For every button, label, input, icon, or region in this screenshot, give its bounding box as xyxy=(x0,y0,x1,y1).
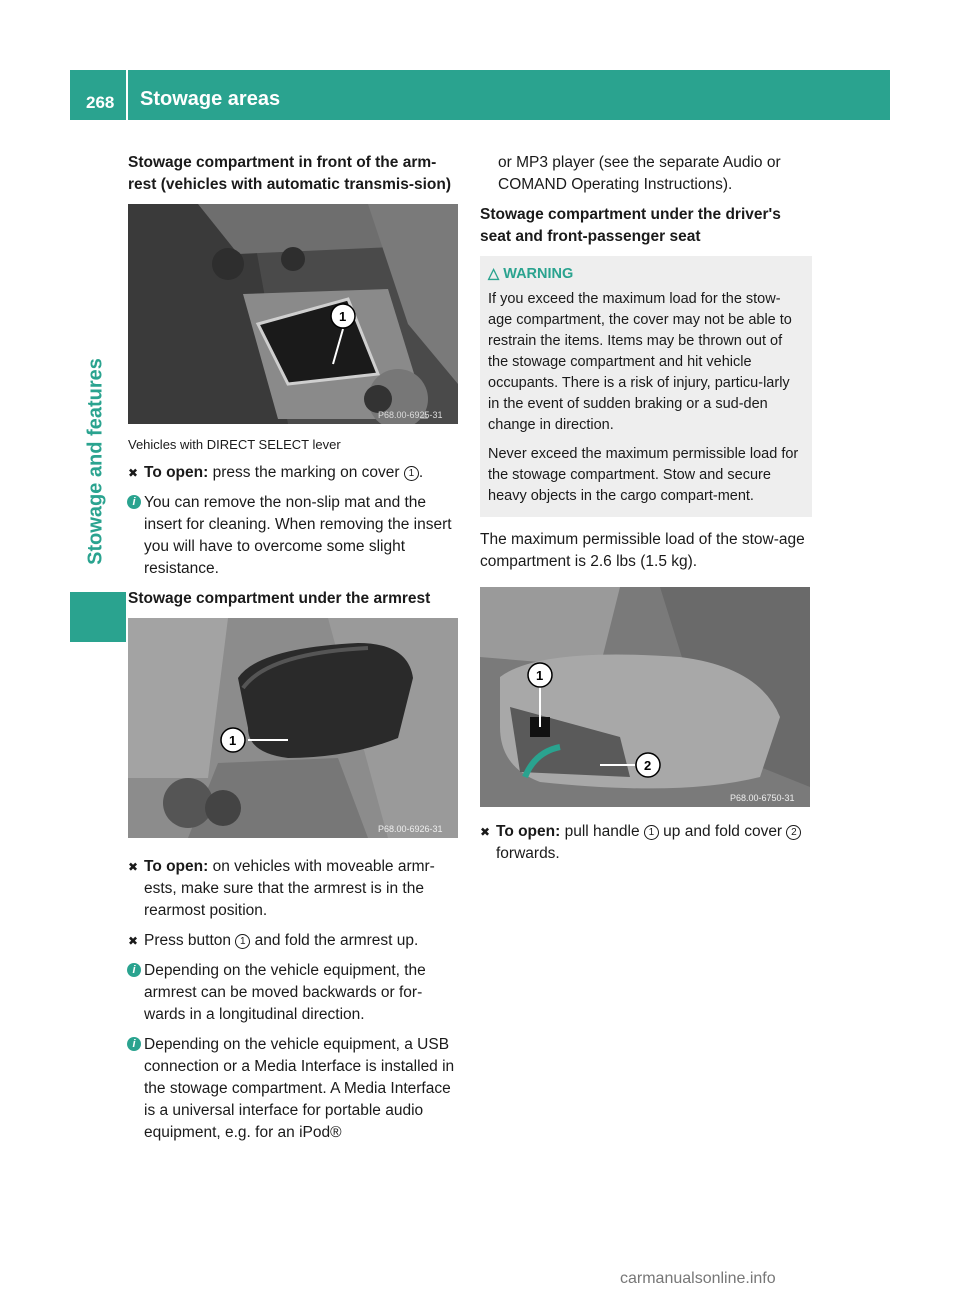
step-instruction xyxy=(128,462,460,484)
watermark: carmanualsonline.info xyxy=(620,1270,776,1287)
step-text: on vehicles with moveable armr-ests, make sure that the armrest is in the rearmost position. xyxy=(144,858,435,919)
page-title: Stowage areas xyxy=(140,88,281,110)
step-text: press the marking on cover xyxy=(208,464,404,481)
svg-text:1: 1 xyxy=(339,309,347,324)
step-arrow-icon: ✖ xyxy=(480,825,491,839)
info-note xyxy=(128,1034,460,1144)
info-note xyxy=(128,960,460,1026)
left-column xyxy=(128,152,460,1152)
step-arrow-icon: ✖ xyxy=(128,860,139,874)
warning-triangle-icon: △ xyxy=(488,266,500,282)
step-arrow-icon: ✖ xyxy=(128,466,139,480)
info-text: You can remove the non-slip mat and the insert for cleaning. When removing the insert you will have to overcome some slight resistance. xyxy=(144,494,452,577)
side-tab-label: Stowage and features xyxy=(84,358,107,565)
photo-caption: Vehicles with DIRECT SELECT lever xyxy=(128,437,341,452)
step-text: pull handle xyxy=(560,823,644,840)
callout-1-icon: 1 xyxy=(235,934,250,949)
step-label: To open: xyxy=(496,823,561,840)
photo-seat-compartment-art xyxy=(480,587,810,807)
info-icon: i xyxy=(127,495,141,509)
photo-armrest-compartment xyxy=(128,204,458,424)
svg-text:2: 2 xyxy=(644,758,652,773)
page-number-box xyxy=(70,70,126,120)
section-title: Stowage compartment under the driver's seat and front-passenger seat xyxy=(480,206,781,245)
callout-2-icon: 2 xyxy=(786,825,801,840)
step-text: forwards. xyxy=(496,845,560,862)
warning-text: If you exceed the maximum load for the stow-age compartment, the cover may not be able to restrain the items. Items may be thrown out of the stowage compartment and hit vehicle occupants. There is a risk of injury, particu-larly in the event of sudden braking or a sud-den change in direction. xyxy=(488,291,792,433)
photo-code: P68.00-6926-31 xyxy=(378,824,443,834)
warning-text: Never exceed the maximum permissible load for the stowage compartment. Stow and secure heavy objects in the cargo compart-ment. xyxy=(488,446,799,504)
step-instruction xyxy=(128,856,460,922)
header-bar xyxy=(128,70,890,120)
info-icon: i xyxy=(127,963,141,977)
section-title: Stowage compartment in front of the arm-rest (vehicles with automatic transmis-sion) xyxy=(128,154,452,193)
warning-label: WARNING xyxy=(503,266,574,282)
photo-code: P68.00-6925-31 xyxy=(378,410,443,420)
right-column xyxy=(480,152,812,873)
page-number: 268 xyxy=(86,93,115,112)
warning-box xyxy=(480,256,812,517)
step-text: up and fold cover xyxy=(658,823,787,840)
svg-text:1: 1 xyxy=(229,733,237,748)
photo-seat-compartment xyxy=(480,587,810,807)
svg-text:1: 1 xyxy=(536,668,544,683)
max-load-text: The maximum permissible load of the stow-age compartment is 2.6 lbs (1.5 kg). xyxy=(480,531,805,570)
photo-armrest-compartment-art xyxy=(128,204,458,424)
step-arrow-icon: ✖ xyxy=(128,934,139,948)
photo-code: P68.00-6750-31 xyxy=(730,793,795,803)
callout-1-icon: 1 xyxy=(644,825,659,840)
step-instruction xyxy=(480,821,812,865)
step-text: and fold the armrest up. xyxy=(250,932,419,949)
section-title: Stowage compartment under the armrest xyxy=(128,590,431,607)
warning-header xyxy=(488,264,804,285)
step-instruction xyxy=(128,930,460,952)
photo-armrest-art xyxy=(128,618,458,838)
step-label: To open: xyxy=(144,858,209,875)
info-text: Depending on the vehicle equipment, the armrest can be moved backwards or for-wards in a longitudinal direction. xyxy=(144,962,426,1023)
info-text: Depending on the vehicle equipment, a USB connection or a Media Interface is installed in the stowage compartment. A Media Interface is a universal interface for portable audio equipment, e.g. for an iPod® xyxy=(144,1036,455,1141)
side-block xyxy=(70,592,126,642)
step-text: Press button xyxy=(144,932,236,949)
photo-armrest xyxy=(128,618,458,838)
step-end: . xyxy=(418,464,424,481)
step-label: To open: xyxy=(144,464,209,481)
callout-1-icon: 1 xyxy=(404,466,419,481)
continuation-text: or MP3 player (see the separate Audio or COMAND Operating Instructions). xyxy=(498,154,781,193)
side-tab xyxy=(70,340,126,590)
info-icon: i xyxy=(127,1037,141,1051)
info-note xyxy=(128,492,460,580)
